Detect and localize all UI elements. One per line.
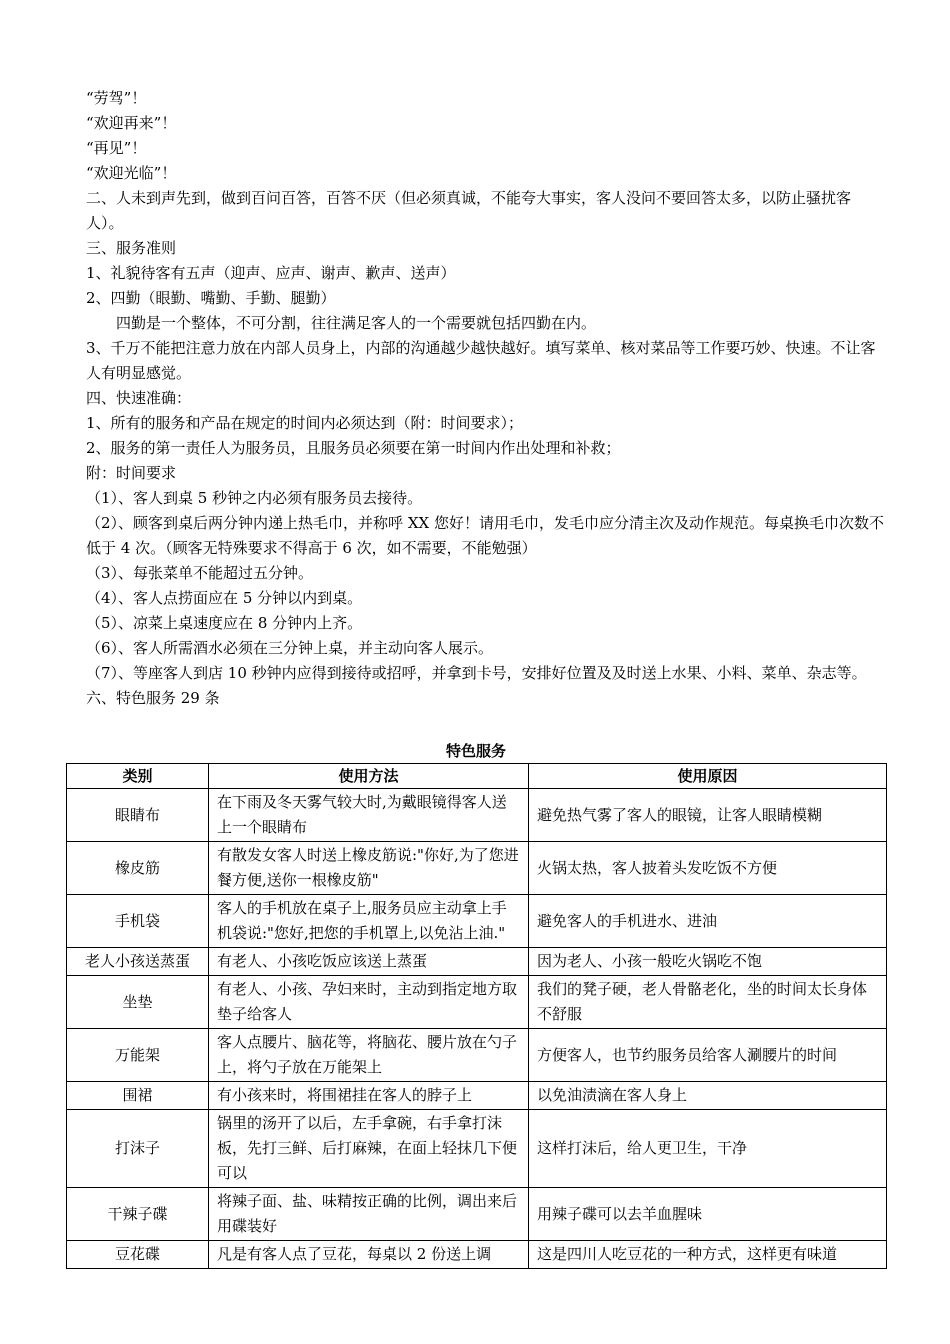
method-cell: 有老人、小孩吃饭应该送上蒸蛋 (209, 948, 529, 976)
category-cell: 手机袋 (67, 895, 209, 948)
table-row (67, 976, 887, 1029)
method-cell: 有散发女客人时送上橡皮筋说:"你好,为了您进餐方便,送你一根橡皮筋" (209, 842, 529, 895)
table-header-row (67, 764, 887, 789)
category-cell: 干辣子碟 (67, 1188, 209, 1241)
category-cell: 老人小孩送蒸蛋 (67, 948, 209, 976)
paragraph: 附：时间要求 (86, 464, 177, 482)
reason-cell: 这是四川人吃豆花的一种方式，这样更有味道 (529, 1241, 887, 1269)
method-cell: 客人点腰片、脑花等，将脑花、腰片放在勺子上，将勺子放在万能架上 (209, 1029, 529, 1082)
column-header-category: 类别 (67, 764, 209, 789)
category-cell: 打沫子 (67, 1110, 209, 1188)
paragraph: 3、千万不能把注意力放在内部人员身上，内部的沟通越少越快越好。填写菜单、核对菜品等工作要巧妙、快速。不让客人有明显感觉。 (86, 339, 876, 382)
category-cell: 坐垫 (67, 976, 209, 1029)
paragraph: “劳驾”！ (86, 89, 147, 107)
table-row (67, 1082, 887, 1110)
section-heading: 四、快速准确： (86, 389, 192, 407)
table-title: 特色服务 (445, 742, 506, 760)
paragraph: （1）、客人到桌 5 秒钟之内必须有服务员去接待。 (86, 489, 423, 507)
reason-cell: 因为老人、小孩一般吃火锅吃不饱 (529, 948, 887, 976)
paragraph: 1、所有的服务和产品在规定的时间内必须达到（附：时间要求）； (86, 414, 524, 432)
paragraph: “再见”！ (86, 139, 147, 157)
paragraph: 二、人未到声先到，做到百问百答，百答不厌（但必须真诚，不能夸大事实，客人没问不要回答太多，以防止骚扰客人）。 (86, 189, 852, 232)
method-cell: 客人的手机放在桌子上,服务员应主动拿上手机袋说:"您好,把您的手机罩上,以免沾上油." (209, 895, 529, 948)
category-cell: 围裙 (67, 1082, 209, 1110)
table-row (67, 789, 887, 842)
category-cell: 万能架 (67, 1029, 209, 1082)
paragraph: （5）、凉菜上桌速度应在 8 分钟内上齐。 (86, 614, 363, 632)
column-header-method: 使用方法 (209, 764, 529, 789)
reason-cell: 用辣子碟可以去羊血腥味 (529, 1188, 887, 1241)
paragraph: （2）、顾客到桌后两分钟内递上热毛巾，并称呼 XX 您好！请用毛巾，发毛巾应分清主次及动作规范。每桌换毛巾次数不低于 4 次。（顾客无特殊要求不得高于 6 次，如不需要，不能勉强） (86, 514, 884, 557)
method-cell: 将辣子面、盐、味精按正确的比例，调出来后用碟装好 (209, 1188, 529, 1241)
table-row (67, 1241, 887, 1269)
section-heading: 三、服务准则 (86, 239, 177, 257)
paragraph: 四勤是一个整体，不可分割，往往满足客人的一个需要就包括四勤在内。 (116, 314, 597, 332)
table-row (67, 948, 887, 976)
method-cell: 有小孩来时，将围裙挂在客人的脖子上 (209, 1082, 529, 1110)
method-cell: 有老人、小孩、孕妇来时，主动到指定地方取垫子给客人 (209, 976, 529, 1029)
paragraph: 1、礼貌待客有五声（迎声、应声、谢声、歉声、送声） (86, 264, 456, 282)
reason-cell: 这样打沫后，给人更卫生，干净 (529, 1110, 887, 1188)
reason-cell: 避免客人的手机进水、进油 (529, 895, 887, 948)
special-service-table (66, 763, 887, 1269)
category-cell: 橡皮筋 (67, 842, 209, 895)
paragraph: “欢迎光临”！ (86, 164, 177, 182)
table-row (67, 895, 887, 948)
table-row (67, 1110, 887, 1188)
reason-cell: 避免热气雾了客人的眼镜，让客人眼睛模糊 (529, 789, 887, 842)
paragraph: （7）、等座客人到店 10 秒钟内应得到接待或招呼，并拿到卡号，安排好位置及及时送上水果、小料、菜单、杂志等。 (86, 664, 867, 682)
reason-cell: 火锅太热，客人披着头发吃饭不方便 (529, 842, 887, 895)
category-cell: 豆花碟 (67, 1241, 209, 1269)
reason-cell: 方便客人，也节约服务员给客人涮腰片的时间 (529, 1029, 887, 1082)
paragraph: 2、服务的第一责任人为服务员，且服务员必须要在第一时间内作出处理和补救； (86, 439, 621, 457)
paragraph: （3）、每张菜单不能超过五分钟。 (86, 564, 314, 582)
body-text (86, 86, 886, 711)
table-row (67, 1188, 887, 1241)
table-row (67, 1029, 887, 1082)
category-cell: 眼睛布 (67, 789, 209, 842)
table-row (67, 842, 887, 895)
paragraph: （6）、客人所需酒水必须在三分钟上桌，并主动向客人展示。 (86, 639, 494, 657)
paragraph: 2、四勤（眼勤、嘴勤、手勤、腿勤） (86, 289, 336, 307)
reason-cell: 我们的凳子硬，老人骨骼老化，坐的时间太长身体不舒服 (529, 976, 887, 1029)
reason-cell: 以免油渍滴在客人身上 (529, 1082, 887, 1110)
section-heading: 六、特色服务 29 条 (86, 689, 220, 707)
column-header-reason: 使用原因 (529, 764, 887, 789)
paragraph: “欢迎再来”！ (86, 114, 177, 132)
method-cell: 在下雨及冬天雾气较大时,为戴眼镜得客人送上一个眼睛布 (209, 789, 529, 842)
method-cell: 锅里的汤开了以后，左手拿碗，右手拿打沫板，先打三鲜、后打麻辣，在面上轻抹几下便可以 (209, 1110, 529, 1188)
paragraph: （4）、客人点捞面应在 5 分钟以内到桌。 (86, 589, 363, 607)
method-cell: 凡是有客人点了豆花，每桌以 2 份送上调 (209, 1241, 529, 1269)
